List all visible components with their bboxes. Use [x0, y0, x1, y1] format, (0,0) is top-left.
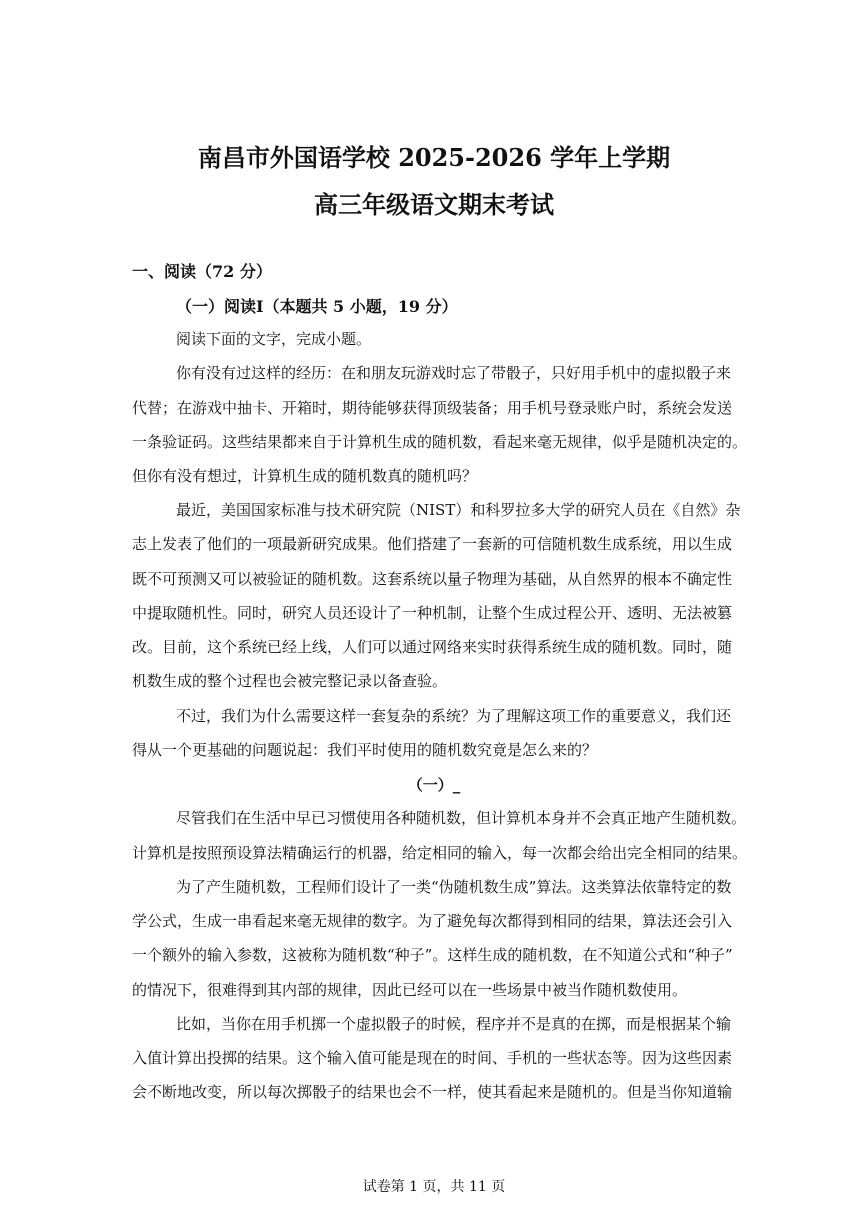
- paragraph-line: 为了产生随机数，工程师们设计了一类“伪随机数生成”算法。这类算法依靠特定的数: [176, 878, 732, 896]
- subsection-heading: （一）阅读Ⅰ（本题共 5 小题，19 分）: [176, 297, 458, 316]
- paragraph-line: 的情况下，很难得到其内部的规律，因此已经可以在一些场景中被当作随机数使用。: [132, 981, 688, 999]
- paragraph-line: 尽管我们在生活中早已习惯使用各种随机数，但计算机本身并不会真正地产生随机数。: [176, 809, 747, 827]
- section-heading: 一、阅读（72 分）: [132, 262, 272, 281]
- instruction-text: 阅读下面的文字，完成小题。: [176, 330, 372, 348]
- paragraph-line: 机数生成的整个过程也会被完整记录以备查验。: [132, 672, 448, 690]
- paragraph-line: 中提取随机性。同时，研究人员还设计了一种机制，让整个生成过程公开、透明、无法被篡: [132, 604, 733, 622]
- paragraph-line: 改。目前，这个系统已经上线，人们可以通过网络来实时获得系统生成的随机数。同时，随: [132, 638, 733, 656]
- exam-subtitle: 高三年级语文期末考试: [314, 190, 554, 219]
- paragraph-line: 但你有没有想过，计算机生成的随机数真的随机吗？: [132, 467, 478, 485]
- exam-title: 南昌市外国语学校 2025-2026 学年上学期: [197, 143, 671, 172]
- paragraph-line: 一个额外的输入参数，这被称为随机数“种子”。这样生成的随机数，在不知道公式和“种子”: [132, 946, 733, 964]
- paragraph-line: 入值计算出投掷的结果。这个输入值可能是现在的时间、手机的一些状态等。因为这些因素: [132, 1049, 733, 1067]
- paragraph-line: 比如，当你在用手机掷一个虚拟骰子的时候，程序并不是真的在掷，而是根据某个输: [176, 1015, 732, 1033]
- paragraph-line: 既不可预测又可以被验证的随机数。这套系统以量子物理为基础，从自然界的根本不确定性: [132, 570, 733, 588]
- paragraph-line: 代替；在游戏中抽卡、开箱时，期待能够获得顶级装备；用手机号登录账户时，系统会发送: [132, 399, 733, 417]
- paragraph-line: 学公式，生成一串看起来毫无规律的数字。为了避免每次都得到相同的结果，算法还会引入: [132, 912, 733, 930]
- paragraph-line: 不过，我们为什么需要这样一套复杂的系统？为了理解这项工作的重要意义，我们还: [176, 707, 732, 725]
- paragraph-line: 你有没有过这样的经历：在和朋友玩游戏时忘了带骰子，只好用手机中的虚拟骰子来: [176, 364, 732, 382]
- paragraph-line: 计算机是按照预设算法精确运行的机器，给定相同的输入，每一次都会给出完全相同的结果。: [132, 844, 748, 862]
- paragraph-line: 得从一个更基础的问题说起：我们平时使用的随机数究竟是怎么来的？: [132, 741, 598, 759]
- part-marker: （一）_: [407, 776, 461, 794]
- paragraph-line: 志上发表了他们的一项最新研究成果。他们搭建了一套新的可信随机数生成系统，用以生成: [132, 535, 733, 553]
- paragraph-line: 会不断地改变，所以每次掷骰子的结果也会不一样，使其看起来是随机的。但是当你知道输: [132, 1083, 733, 1101]
- page-footer: 试卷第 1 页，共 11 页: [362, 1179, 506, 1195]
- paragraph-line: 一条验证码。这些结果都来自于计算机生成的随机数，看起来毫无规律，似乎是随机决定的。: [132, 433, 748, 451]
- paragraph-line: 最近，美国国家标准与技术研究院（NIST）和科罗拉多大学的研究人员在《自然》杂: [176, 501, 741, 519]
